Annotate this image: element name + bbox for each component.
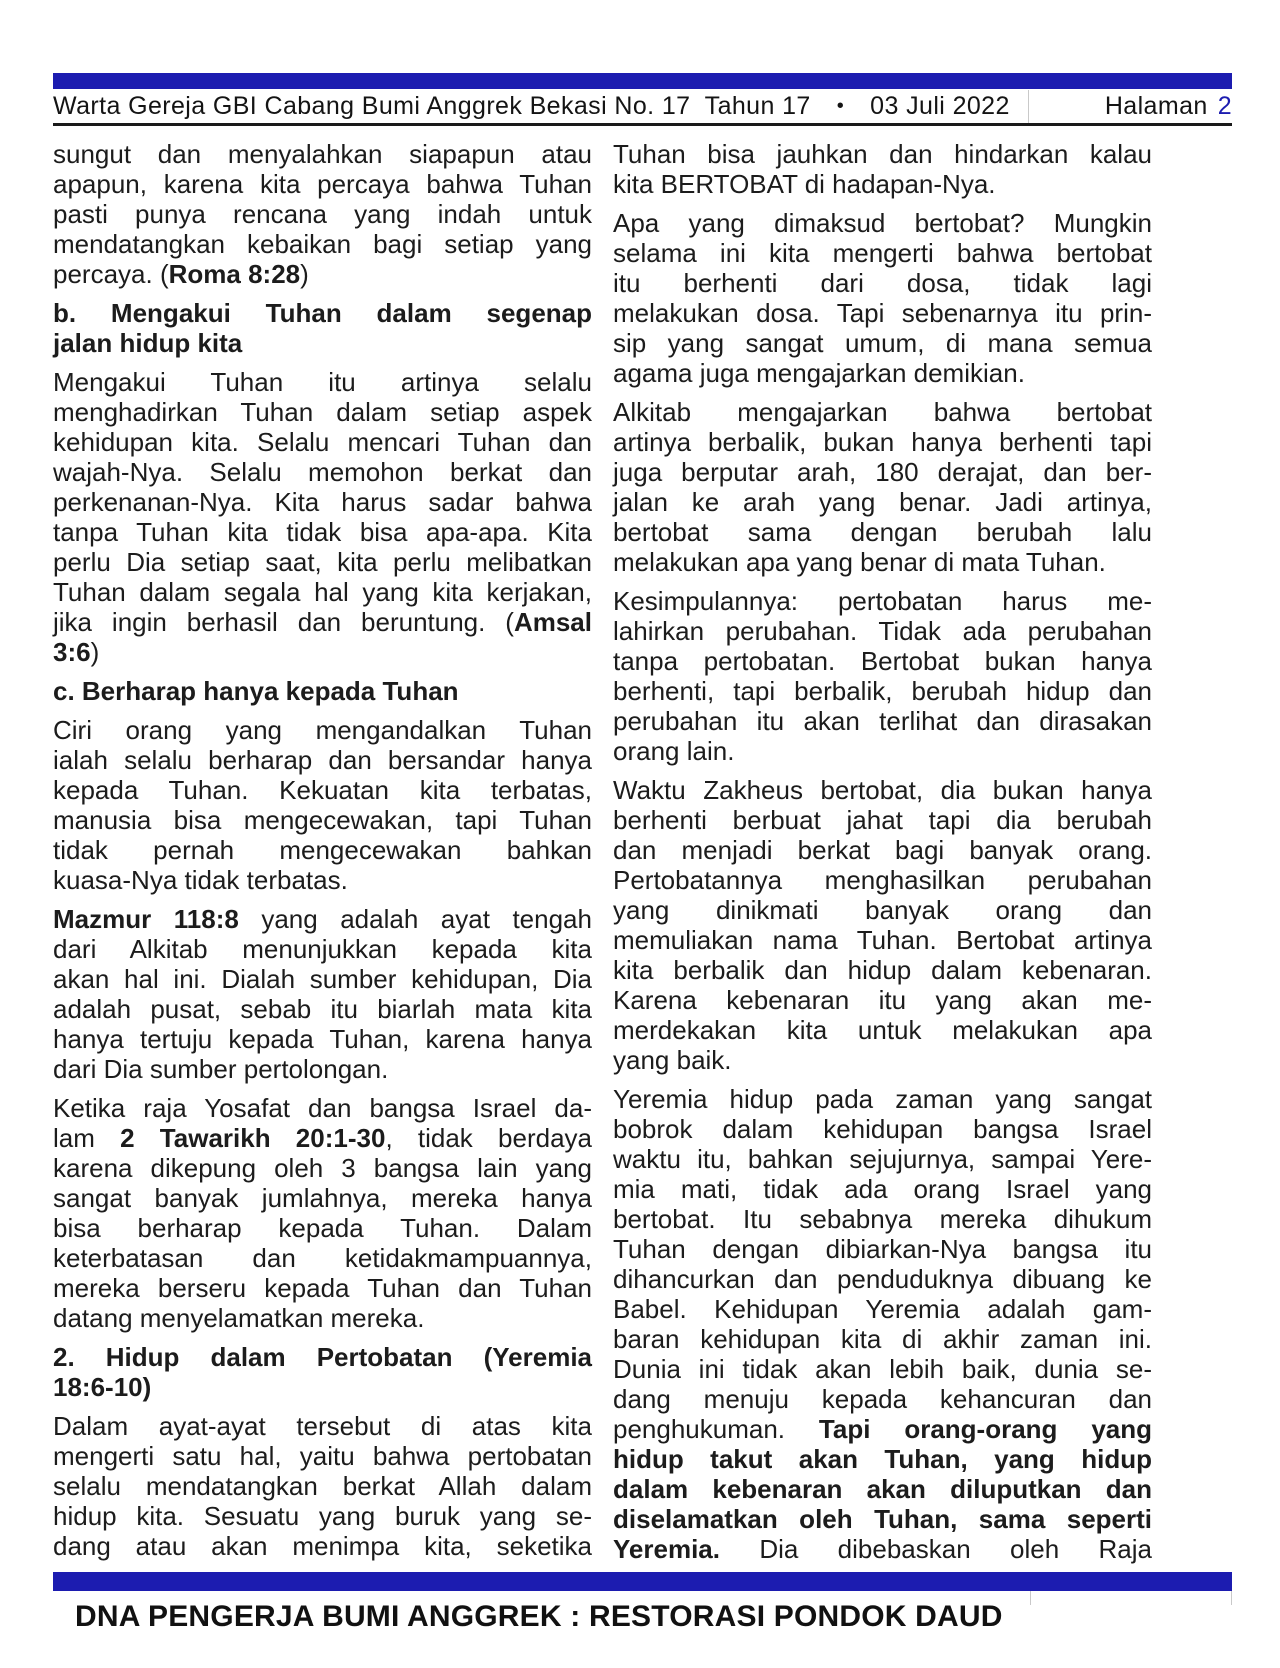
- text-line: Waktu Zakheus bertobat, dia bukan hanya: [613, 775, 1152, 805]
- text-line: kehidupan kita. Selalu mencari Tuhan dan: [53, 427, 592, 457]
- text-line: kita BERTOBAT di hadapan-Nya.: [613, 169, 996, 199]
- header-title: Warta Gereja GBI Cabang Bumi Anggrek Bekasi No. 17 Tahun 17: [53, 91, 811, 120]
- text-line: hidup kita. Sesuatu yang buruk yang se-: [53, 1501, 592, 1531]
- text-line: agama juga mengajarkan demikian.: [613, 358, 1025, 388]
- text-line: itu berhenti dari dosa, tidak lagi: [613, 268, 1152, 298]
- text-line: melakukan apa yang benar di mata Tuhan.: [613, 547, 1106, 577]
- paragraph: [613, 139, 1152, 199]
- paragraph: [613, 208, 1152, 388]
- text-line: tidak pernah mengecewakan bahkan: [53, 835, 592, 865]
- text-line: mendatangkan kebaikan bagi setiap yang: [53, 229, 592, 259]
- text-line: jalan ke arah yang benar. Jadi artinya,: [613, 487, 1152, 517]
- paragraph: [53, 139, 592, 289]
- text-line: c. Berharap hanya kepada Tuhan: [53, 676, 459, 706]
- text-line: Apa yang dimaksud bertobat? Mungkin: [613, 208, 1152, 238]
- text-line: 18:6-10): [53, 1372, 152, 1402]
- text-line: sangat banyak jumlahnya, mereka hanya: [53, 1183, 592, 1213]
- text-line: Tuhan bisa jauhkan dan hindarkan kalau: [613, 139, 1152, 169]
- text-line: tanpa pertobatan. Bertobat bukan hanya: [613, 646, 1152, 676]
- text-line: apapun, karena kita percaya bahwa Tuhan: [53, 169, 592, 199]
- text-line: memuliakan nama Tuhan. Bertobat artinya: [613, 925, 1152, 955]
- text-line: juga berputar arah, 180 derajat, dan ber-: [613, 457, 1152, 487]
- heading: [53, 676, 592, 706]
- header-date: 03 Juli 2022: [870, 91, 1010, 120]
- text-line: perubahan itu akan terlihat dan dirasakan: [613, 706, 1152, 736]
- text-line: mengerti satu hal, yaitu bahwa pertobatan: [53, 1441, 592, 1471]
- text-line: Dunia ini tidak akan lebih baik, dunia se-: [613, 1354, 1152, 1384]
- page-header: [53, 90, 1232, 122]
- text-line: penghukuman. Tapi orang-orang yang: [613, 1414, 1152, 1444]
- left-column: [53, 139, 592, 1570]
- footer-text: DNA PENGERJA BUMI ANGGREK : RESTORASI PONDOK DAUD: [75, 1600, 1003, 1633]
- text-line: bisa berharap kepada Tuhan. Dalam: [53, 1213, 592, 1243]
- footer-accent-bar: [53, 1572, 1232, 1591]
- text-line: Yeremia. Dia dibebaskan oleh Raja: [613, 1534, 1152, 1564]
- text-line: Babel. Kehidupan Yeremia adalah gam-: [613, 1294, 1152, 1324]
- text-line: Tuhan dalam segala hal yang kita kerjakan,: [53, 577, 592, 607]
- text-line: selama ini kita mengerti bahwa bertobat: [613, 238, 1152, 268]
- text-line: dari Alkitab menunjukkan kepada kita: [53, 934, 592, 964]
- text-line: berhenti berbuat jahat tapi dia berubah: [613, 805, 1152, 835]
- text-line: kita berbalik dan hidup dalam kebenaran.: [613, 955, 1152, 985]
- text-line: melakukan dosa. Tapi sebenarnya itu prin-: [613, 298, 1152, 328]
- text-line: mereka berseru kepada Tuhan dan Tuhan: [53, 1273, 592, 1303]
- text-line: menghadirkan Tuhan dalam setiap aspek: [53, 397, 592, 427]
- text-line: ialah selalu berharap dan bersandar hanya: [53, 745, 592, 775]
- right-column: [613, 139, 1152, 1573]
- paragraph: [613, 586, 1152, 766]
- text-line: kepada Tuhan. Kekuatan kita terbatas,: [53, 775, 592, 805]
- text-line: bertobat. Itu sebabnya mereka dihukum: [613, 1204, 1152, 1234]
- text-line: dari Dia sumber pertolongan.: [53, 1054, 389, 1084]
- text-line: jika ingin berhasil dan beruntung. (Amsal: [53, 607, 592, 637]
- text-line: pasti punya rencana yang indah untuk: [53, 199, 592, 229]
- text-line: mia mati, tidak ada orang Israel yang: [613, 1174, 1152, 1204]
- text-line: hidup takut akan Tuhan, yang hidup: [613, 1444, 1152, 1474]
- text-line: baran kehidupan kita di akhir zaman ini.: [613, 1324, 1152, 1354]
- text-line: adalah pusat, sebab itu biarlah mata kita: [53, 994, 592, 1024]
- text-line: dihancurkan dan penduduknya dibuang ke: [613, 1264, 1152, 1294]
- paragraph: [613, 775, 1152, 1075]
- text-line: keterbatasan dan ketidakmampuannya,: [53, 1243, 592, 1273]
- paragraph: [53, 1411, 592, 1561]
- text-line: kuasa-Nya tidak terbatas.: [53, 865, 348, 895]
- page-number: 2: [1217, 91, 1232, 120]
- text-line: wajah-Nya. Selalu memohon berkat dan: [53, 457, 592, 487]
- text-line: akan hal ini. Dialah sumber kehidupan, Dia: [53, 964, 592, 994]
- text-line: perkenanan-Nya. Kita harus sadar bahwa: [53, 487, 592, 517]
- text-line: datang menyelamatkan mereka.: [53, 1303, 425, 1333]
- page-label: Halaman: [1104, 91, 1208, 120]
- text-line: lahirkan perubahan. Tidak ada perubahan: [613, 616, 1152, 646]
- text-line: percaya. (Roma 8:28): [53, 259, 309, 289]
- text-line: diselamatkan oleh Tuhan, sama seperti: [613, 1504, 1152, 1534]
- text-line: Yeremia hidup pada zaman yang sangat: [613, 1084, 1152, 1114]
- header-cell-divider: [1028, 90, 1029, 123]
- text-line: yang dinikmati banyak orang dan: [613, 895, 1152, 925]
- text-line: merdekakan kita untuk melakukan apa: [613, 1015, 1152, 1045]
- text-line: sip yang sangat umum, di mana semua: [613, 328, 1152, 358]
- paragraph: [53, 904, 592, 1084]
- text-line: Dalam ayat-ayat tersebut di atas kita: [53, 1411, 592, 1441]
- top-accent-bar: [53, 73, 1232, 89]
- text-line: Pertobatannya menghasilkan perubahan: [613, 865, 1152, 895]
- text-line: manusia bisa mengecewakan, tapi Tuhan: [53, 805, 592, 835]
- text-line: yang baik.: [613, 1045, 732, 1075]
- text-line: b. Mengakui Tuhan dalam segenap: [53, 298, 592, 328]
- text-line: 2. Hidup dalam Pertobatan (Yeremia: [53, 1342, 592, 1372]
- heading: [53, 1342, 592, 1402]
- text-line: lam 2 Tawarikh 20:1-30, tidak berdaya: [53, 1123, 592, 1153]
- text-line: Tuhan dengan dibiarkan-Nya bangsa itu: [613, 1234, 1152, 1264]
- text-line: 3:6): [53, 637, 100, 667]
- paragraph: [613, 1084, 1152, 1564]
- header-rule: [53, 123, 1232, 126]
- text-line: bertobat sama dengan berubah lalu: [613, 517, 1152, 547]
- text-line: jalan hidup kita: [53, 328, 243, 358]
- text-line: berhenti, tapi berbalik, berubah hidup dan: [613, 676, 1152, 706]
- text-line: Mengakui Tuhan itu artinya selalu: [53, 367, 592, 397]
- text-line: Alkitab mengajarkan bahwa bertobat: [613, 397, 1152, 427]
- text-line: karena dikepung oleh 3 bangsa lain yang: [53, 1153, 592, 1183]
- text-line: Ketika raja Yosafat dan bangsa Israel da-: [53, 1093, 592, 1123]
- text-line: dan menjadi berkat bagi banyak orang.: [613, 835, 1152, 865]
- text-line: tanpa Tuhan kita tidak bisa apa-apa. Kita: [53, 517, 592, 547]
- text-line: dang menuju kepada kehancuran dan: [613, 1384, 1152, 1414]
- text-line: selalu mendatangkan berkat Allah dalam: [53, 1471, 592, 1501]
- text-line: Kesimpulannya: pertobatan harus me-: [613, 586, 1152, 616]
- text-line: sungut dan menyalahkan siapapun atau: [53, 139, 592, 169]
- text-line: dang atau akan menimpa kita, seketika: [53, 1531, 592, 1561]
- text-line: orang lain.: [613, 736, 735, 766]
- text-line: Mazmur 118:8 yang adalah ayat tengah: [53, 904, 592, 934]
- text-line: perlu Dia setiap saat, kita perlu melibatkan: [53, 547, 592, 577]
- text-line: artinya berbalik, bukan hanya berhenti tapi: [613, 427, 1152, 457]
- heading: [53, 298, 592, 358]
- text-line: Karena kebenaran itu yang akan me-: [613, 985, 1152, 1015]
- text-line: bobrok dalam kehidupan bangsa Israel: [613, 1114, 1152, 1144]
- paragraph: [613, 397, 1152, 577]
- text-line: dalam kebenaran akan diluputkan dan: [613, 1474, 1152, 1504]
- header-bullet-icon: •: [836, 94, 845, 117]
- paragraph: [53, 1093, 592, 1333]
- text-line: waktu itu, bahkan sejujurnya, sampai Yere-: [613, 1144, 1152, 1174]
- text-line: Ciri orang yang mengandalkan Tuhan: [53, 715, 592, 745]
- footer-cell-divider: [1231, 1591, 1232, 1605]
- paragraph: [53, 367, 592, 667]
- paragraph: [53, 715, 592, 895]
- text-line: hanya tertuju kepada Tuhan, karena hanya: [53, 1024, 592, 1054]
